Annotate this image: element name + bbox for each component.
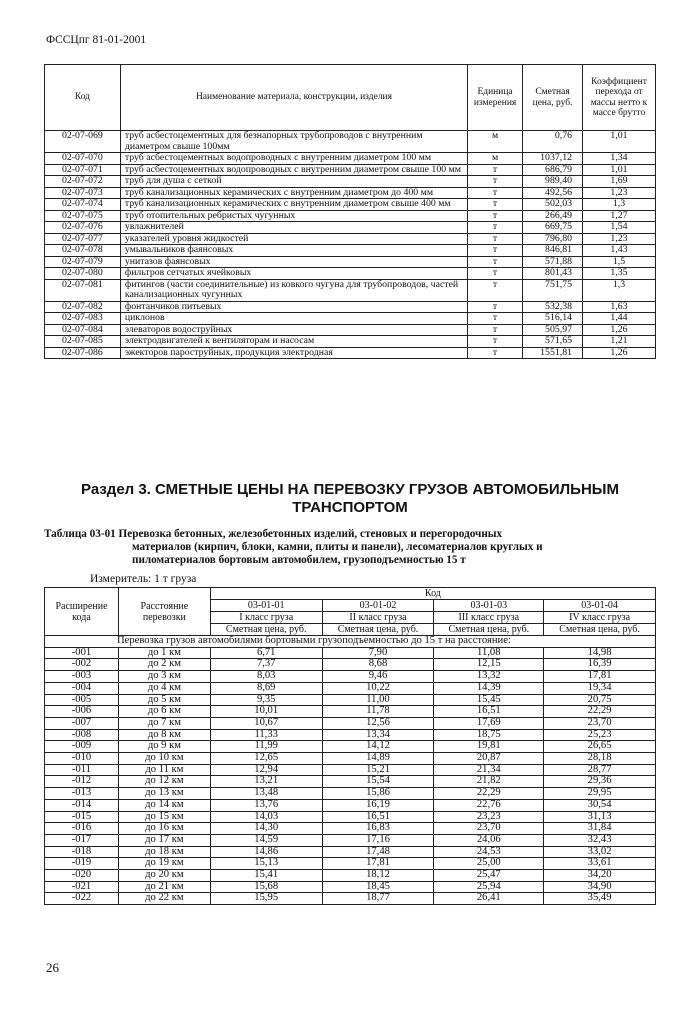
cell-v1: 15,13 — [210, 858, 322, 870]
cell-ext: -009 — [45, 741, 119, 753]
cell-code: 02-07-082 — [45, 301, 121, 313]
cell-v2: 16,83 — [322, 823, 434, 835]
cell-ext: -005 — [45, 694, 119, 706]
cell-v4: 33,02 — [544, 846, 656, 858]
cell-name: унитазов фаянсовых — [120, 256, 467, 268]
cell-coef: 1,44 — [583, 313, 656, 325]
cell-v1: 11,33 — [210, 729, 322, 741]
cell-v3: 25,47 — [434, 870, 544, 882]
cell-v3: 14,39 — [434, 682, 544, 694]
cell-coef: 1,63 — [583, 301, 656, 313]
col-header-dist: Расстояние перевозки — [118, 588, 210, 636]
cell-ext: -018 — [45, 846, 119, 858]
cell-v3: 25,00 — [434, 858, 544, 870]
col-header-unit: Единица измерения — [468, 65, 523, 131]
cell-code: 02-07-071 — [45, 164, 121, 176]
cell-v2: 15,21 — [322, 764, 434, 776]
cell-code: 02-07-086 — [45, 347, 121, 359]
table-row — [45, 256, 656, 268]
cell-dist: до 19 км — [118, 858, 210, 870]
cell-ext: -013 — [45, 788, 119, 800]
cell-v4: 26,65 — [544, 741, 656, 753]
col-header-ext: Расширение кода — [45, 588, 119, 636]
cell-coef: 1,43 — [583, 245, 656, 257]
table-row — [45, 706, 656, 718]
table-note: Перевозка грузов автомобилями бортовыми грузоподъемностью до 15 т на расстояние: — [45, 636, 656, 648]
table-row — [45, 301, 656, 313]
cell-name: труб асбестоцементных водопроводных с внутренним диаметром свыше 100 мм — [120, 164, 467, 176]
col-header-coef: Коэффициент перехода от массы нетто к массе брутто — [583, 65, 656, 131]
cell-code: 02-07-085 — [45, 336, 121, 348]
cell-v4: 29,36 — [544, 776, 656, 788]
cell-v4: 32,43 — [544, 834, 656, 846]
cell-v2: 14,12 — [322, 741, 434, 753]
cell-v3: 21,34 — [434, 764, 544, 776]
cell-v2: 18,45 — [322, 881, 434, 893]
cell-coef: 1,54 — [583, 222, 656, 234]
cell-v1: 12,94 — [210, 764, 322, 776]
cell-price: 751,75 — [523, 279, 583, 301]
cell-coef: 1,01 — [583, 164, 656, 176]
table-row — [45, 811, 656, 823]
cell-v2: 18,77 — [322, 893, 434, 905]
cell-price: 846,81 — [523, 245, 583, 257]
table-row — [45, 164, 656, 176]
cell-v3: 17,69 — [434, 717, 544, 729]
table-row — [45, 893, 656, 905]
cell-v1: 12,65 — [210, 753, 322, 765]
cell-price: 669,75 — [523, 222, 583, 234]
table-row — [45, 199, 656, 211]
cell-v3: 24,06 — [434, 834, 544, 846]
cell-name: фонтанчиков питьевых — [120, 301, 467, 313]
cell-coef: 1,26 — [583, 324, 656, 336]
cell-coef: 1,26 — [583, 347, 656, 359]
code-header: 03-01-02 — [322, 600, 434, 612]
cell-coef: 1,23 — [583, 233, 656, 245]
cell-unit: т — [468, 301, 523, 313]
cell-price: 0,76 — [523, 131, 583, 153]
table-row — [45, 313, 656, 325]
cell-v3: 26,41 — [434, 893, 544, 905]
cell-ext: -002 — [45, 659, 119, 671]
cell-v3: 13,32 — [434, 671, 544, 683]
cell-ext: -021 — [45, 881, 119, 893]
cell-unit: т — [468, 336, 523, 348]
cell-unit: т — [468, 187, 523, 199]
table-row — [45, 682, 656, 694]
cell-v2: 17,16 — [322, 834, 434, 846]
cell-name: элеваторов водоструйных — [120, 324, 467, 336]
cell-v3: 12,15 — [434, 659, 544, 671]
cell-v4: 20,75 — [544, 694, 656, 706]
table-row — [45, 222, 656, 234]
cell-v4: 19,34 — [544, 682, 656, 694]
cell-price: 516,14 — [523, 313, 583, 325]
cell-name: труб канализационных керамических с внутренним диаметром до 400 мм — [120, 187, 467, 199]
cell-price: 571,88 — [523, 256, 583, 268]
col-header-name: Наименование материала, конструкции, изделия — [120, 65, 467, 131]
table-row — [45, 268, 656, 280]
price-header: Сметная цена, руб. — [544, 624, 656, 636]
cell-price: 571,65 — [523, 336, 583, 348]
cell-v1: 10,01 — [210, 706, 322, 718]
cell-price: 686,79 — [523, 164, 583, 176]
cell-ext: -022 — [45, 893, 119, 905]
cell-code: 02-07-074 — [45, 199, 121, 211]
cell-dist: до 11 км — [118, 764, 210, 776]
cell-unit: т — [468, 210, 523, 222]
cell-ext: -010 — [45, 753, 119, 765]
cell-ext: -004 — [45, 682, 119, 694]
cell-unit: т — [468, 279, 523, 301]
cell-v4: 14,98 — [544, 647, 656, 659]
cell-code: 02-07-078 — [45, 245, 121, 257]
table-caption — [44, 528, 634, 567]
cell-dist: до 16 км — [118, 823, 210, 835]
transport-price-table — [44, 587, 656, 905]
class-header: I класс груза — [210, 612, 322, 624]
table-row — [45, 671, 656, 683]
measure-unit: Измеритель: 1 т груза — [90, 573, 197, 585]
cell-v2: 16,51 — [322, 811, 434, 823]
cell-dist: до 1 км — [118, 647, 210, 659]
cell-v4: 33,61 — [544, 858, 656, 870]
cell-coef: 1,01 — [583, 131, 656, 153]
cell-dist: до 4 км — [118, 682, 210, 694]
cell-name: труб асбестоцементных водопроводных с внутренним диаметром 100 мм — [120, 153, 467, 165]
cell-price: 266,49 — [523, 210, 583, 222]
cell-v4: 28,77 — [544, 764, 656, 776]
cell-price: 1037,12 — [523, 153, 583, 165]
table-row — [45, 881, 656, 893]
table-row — [45, 210, 656, 222]
cell-price: 801,43 — [523, 268, 583, 280]
cell-v2: 10,22 — [322, 682, 434, 694]
cell-coef: 1,34 — [583, 153, 656, 165]
cell-code: 02-07-083 — [45, 313, 121, 325]
cell-v1: 8,69 — [210, 682, 322, 694]
table-row — [45, 788, 656, 800]
table-caption-line1: Таблица 03-01 Перевозка бетонных, железобетонных изделий, стеновых и перегородочных — [44, 528, 503, 540]
cell-coef: 1,27 — [583, 210, 656, 222]
table-caption-line2: материалов (кирпич, блоки, камни, плиты и панели), лесоматериалов круглых и — [132, 541, 543, 553]
cell-v2: 17,81 — [322, 858, 434, 870]
cell-price: 505,97 — [523, 324, 583, 336]
materials-table — [44, 64, 656, 359]
cell-ext: -007 — [45, 717, 119, 729]
cell-code: 02-07-073 — [45, 187, 121, 199]
cell-code: 02-07-081 — [45, 279, 121, 301]
cell-dist: до 6 км — [118, 706, 210, 718]
cell-v3: 21,82 — [434, 776, 544, 788]
cell-dist: до 17 км — [118, 834, 210, 846]
cell-v2: 8,68 — [322, 659, 434, 671]
cell-name: увлажнителей — [120, 222, 467, 234]
cell-v2: 11,78 — [322, 706, 434, 718]
table-row — [45, 764, 656, 776]
cell-ext: -014 — [45, 799, 119, 811]
document-header: ФССЦпг 81-01-2001 — [46, 34, 147, 46]
cell-name: электродвигателей к вентиляторам и насосам — [120, 336, 467, 348]
col-header-price: Сметная цена, руб. — [523, 65, 583, 131]
cell-v3: 22,76 — [434, 799, 544, 811]
cell-code: 02-07-072 — [45, 176, 121, 188]
cell-code: 02-07-079 — [45, 256, 121, 268]
section-title: Раздел 3. СМЕТНЫЕ ЦЕНЫ НА ПЕРЕВОЗКУ ГРУЗОВ АВТОМОБИЛЬНЫМ ТРАНСПОРТОМ — [81, 481, 619, 516]
cell-price: 502,03 — [523, 199, 583, 211]
table-row — [45, 694, 656, 706]
cell-unit: т — [468, 199, 523, 211]
cell-v1: 9,35 — [210, 694, 322, 706]
cell-dist: до 9 км — [118, 741, 210, 753]
cell-v2: 15,86 — [322, 788, 434, 800]
cell-name: эжекторов пароструйных, продукция электродная — [120, 347, 467, 359]
cell-ext: -008 — [45, 729, 119, 741]
materials-table-body — [45, 131, 656, 359]
cell-unit: т — [468, 324, 523, 336]
cell-ext: -020 — [45, 870, 119, 882]
cell-v1: 14,03 — [210, 811, 322, 823]
cell-unit: т — [468, 268, 523, 280]
cell-dist: до 2 км — [118, 659, 210, 671]
cell-v1: 8,03 — [210, 671, 322, 683]
cell-v3: 16,51 — [434, 706, 544, 718]
cell-v1: 15,95 — [210, 893, 322, 905]
cell-v1: 7,37 — [210, 659, 322, 671]
price-header: Сметная цена, руб. — [322, 624, 434, 636]
code-header: 03-01-03 — [434, 600, 544, 612]
cell-ext: -017 — [45, 834, 119, 846]
cell-v4: 25,23 — [544, 729, 656, 741]
cell-v1: 14,86 — [210, 846, 322, 858]
cell-v4: 29,95 — [544, 788, 656, 800]
table-row — [45, 324, 656, 336]
page-number: 26 — [46, 960, 59, 975]
cell-v3: 18,75 — [434, 729, 544, 741]
table-row — [45, 647, 656, 659]
cell-code: 02-07-076 — [45, 222, 121, 234]
cell-v2: 7,90 — [322, 647, 434, 659]
table-row — [45, 823, 656, 835]
cell-price: 492,56 — [523, 187, 583, 199]
cell-v1: 13,48 — [210, 788, 322, 800]
cell-v4: 31,84 — [544, 823, 656, 835]
cell-name: труб канализационных керамических с внутренним диаметром свыше 400 мм — [120, 199, 467, 211]
cell-unit: т — [468, 347, 523, 359]
table-row — [45, 187, 656, 199]
table-row — [45, 776, 656, 788]
table-row — [45, 834, 656, 846]
cell-dist: до 10 км — [118, 753, 210, 765]
cell-code: 02-07-069 — [45, 131, 121, 153]
cell-v4: 28,18 — [544, 753, 656, 765]
cell-v2: 17,48 — [322, 846, 434, 858]
cell-coef: 1,3 — [583, 199, 656, 211]
cell-code: 02-07-084 — [45, 324, 121, 336]
cell-coef: 1,3 — [583, 279, 656, 301]
table-row — [45, 858, 656, 870]
cell-v2: 12,56 — [322, 717, 434, 729]
cell-v4: 31,13 — [544, 811, 656, 823]
cell-dist: до 22 км — [118, 893, 210, 905]
cell-v4: 22,29 — [544, 706, 656, 718]
cell-dist: до 13 км — [118, 788, 210, 800]
table-row — [45, 659, 656, 671]
cell-v3: 24,53 — [434, 846, 544, 858]
cell-ext: -006 — [45, 706, 119, 718]
cell-v4: 34,20 — [544, 870, 656, 882]
cell-v3: 20,87 — [434, 753, 544, 765]
cell-dist: до 21 км — [118, 881, 210, 893]
cell-coef: 1,69 — [583, 176, 656, 188]
cell-unit: т — [468, 222, 523, 234]
cell-ext: -011 — [45, 764, 119, 776]
cell-name: труб асбестоцементных для безнапорных трубопроводов с внутренним диаметром свыше 100мм — [120, 131, 467, 153]
cell-dist: до 12 км — [118, 776, 210, 788]
table-row — [45, 741, 656, 753]
table-row — [45, 717, 656, 729]
cell-coef: 1,23 — [583, 187, 656, 199]
cell-v1: 14,59 — [210, 834, 322, 846]
cell-v1: 11,99 — [210, 741, 322, 753]
cell-name: циклонов — [120, 313, 467, 325]
cell-dist: до 5 км — [118, 694, 210, 706]
cell-name: фильтров сетчатых ячейковых — [120, 268, 467, 280]
cell-coef: 1,21 — [583, 336, 656, 348]
price-header: Сметная цена, руб. — [210, 624, 322, 636]
cell-v1: 15,68 — [210, 881, 322, 893]
cell-v4: 16,39 — [544, 659, 656, 671]
cell-v4: 17,81 — [544, 671, 656, 683]
table-row — [45, 279, 656, 301]
cell-unit: т — [468, 245, 523, 257]
table-row — [45, 729, 656, 741]
cell-dist: до 14 км — [118, 799, 210, 811]
cell-v3: 15,45 — [434, 694, 544, 706]
cell-v3: 22,29 — [434, 788, 544, 800]
cell-dist: до 7 км — [118, 717, 210, 729]
cell-v2: 11,00 — [322, 694, 434, 706]
cell-v1: 13,76 — [210, 799, 322, 811]
cell-v4: 30,54 — [544, 799, 656, 811]
cell-name: труб для душа с сеткой — [120, 176, 467, 188]
cell-unit: т — [468, 176, 523, 188]
table-row — [45, 245, 656, 257]
cell-unit: т — [468, 233, 523, 245]
cell-v1: 14,30 — [210, 823, 322, 835]
table-row — [45, 233, 656, 245]
col-header-code-group: Код — [210, 588, 655, 600]
cell-ext: -012 — [45, 776, 119, 788]
cell-ext: -016 — [45, 823, 119, 835]
class-header: IV класс груза — [544, 612, 656, 624]
cell-v2: 16,19 — [322, 799, 434, 811]
cell-ext: -019 — [45, 858, 119, 870]
cell-dist: до 18 км — [118, 846, 210, 858]
cell-dist: до 15 км — [118, 811, 210, 823]
cell-unit: т — [468, 313, 523, 325]
cell-v2: 13,34 — [322, 729, 434, 741]
table-row — [45, 176, 656, 188]
cell-dist: до 8 км — [118, 729, 210, 741]
cell-v3: 23,70 — [434, 823, 544, 835]
cell-v2: 18,12 — [322, 870, 434, 882]
cell-unit: т — [468, 164, 523, 176]
cell-v4: 34,90 — [544, 881, 656, 893]
table-row — [45, 153, 656, 165]
cell-price: 1551,81 — [523, 347, 583, 359]
table-row — [45, 336, 656, 348]
cell-v2: 15,54 — [322, 776, 434, 788]
cell-price: 989,40 — [523, 176, 583, 188]
class-header: II класс груза — [322, 612, 434, 624]
cell-code: 02-07-077 — [45, 233, 121, 245]
cell-v3: 11,08 — [434, 647, 544, 659]
table-row — [45, 131, 656, 153]
cell-price: 796,80 — [523, 233, 583, 245]
col-header-code: Код — [45, 65, 121, 131]
cell-coef: 1,35 — [583, 268, 656, 280]
code-header: 03-01-01 — [210, 600, 322, 612]
cell-code: 02-07-075 — [45, 210, 121, 222]
cell-code: 02-07-080 — [45, 268, 121, 280]
price-header: Сметная цена, руб. — [434, 624, 544, 636]
cell-dist: до 3 км — [118, 671, 210, 683]
cell-name: указателей уровня жидкостей — [120, 233, 467, 245]
cell-v1: 10,67 — [210, 717, 322, 729]
cell-name: труб отопительных ребристых чугунных — [120, 210, 467, 222]
transport-price-table-body — [45, 636, 656, 905]
cell-dist: до 20 км — [118, 870, 210, 882]
cell-v3: 19,81 — [434, 741, 544, 753]
cell-v3: 25,94 — [434, 881, 544, 893]
cell-name: умывальников фаянсовых — [120, 245, 467, 257]
table-row — [45, 799, 656, 811]
table-row — [45, 846, 656, 858]
cell-unit: м — [468, 131, 523, 153]
cell-v4: 35,49 — [544, 893, 656, 905]
cell-code: 02-07-070 — [45, 153, 121, 165]
cell-v1: 13,21 — [210, 776, 322, 788]
class-header: III класс груза — [434, 612, 544, 624]
cell-v1: 15,41 — [210, 870, 322, 882]
cell-v4: 23,70 — [544, 717, 656, 729]
table-row — [45, 753, 656, 765]
cell-ext: -001 — [45, 647, 119, 659]
cell-unit: м — [468, 153, 523, 165]
table-caption-line3: пиломатериалов бортовым автомобилем, грузоподъемностью 15 т — [132, 554, 466, 566]
cell-v2: 9,46 — [322, 671, 434, 683]
cell-v2: 14,89 — [322, 753, 434, 765]
cell-v1: 6,71 — [210, 647, 322, 659]
cell-v3: 23,23 — [434, 811, 544, 823]
cell-name: фитингов (части соединительные) из ковкого чугуна для трубопроводов, частей канализационных чугунных — [120, 279, 467, 301]
cell-unit: т — [468, 256, 523, 268]
table-row — [45, 347, 656, 359]
cell-ext: -003 — [45, 671, 119, 683]
cell-price: 532,38 — [523, 301, 583, 313]
cell-ext: -015 — [45, 811, 119, 823]
code-header: 03-01-04 — [544, 600, 656, 612]
cell-coef: 1,5 — [583, 256, 656, 268]
table-row — [45, 870, 656, 882]
